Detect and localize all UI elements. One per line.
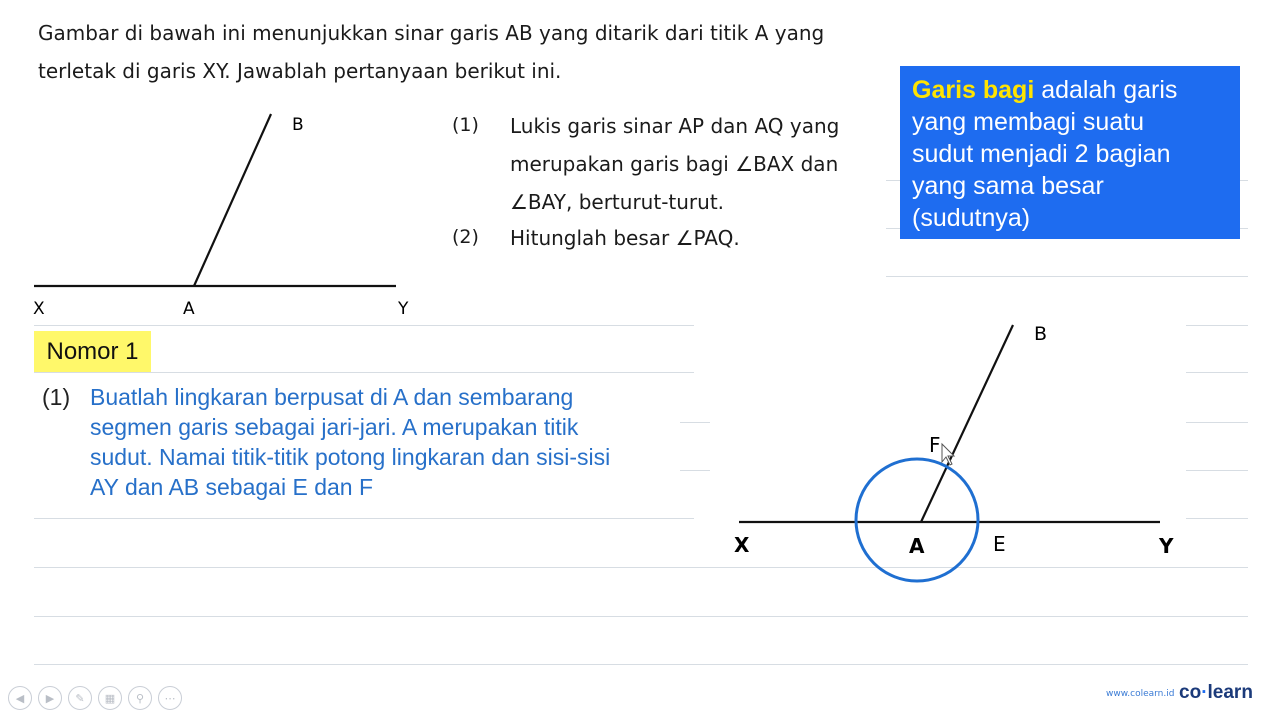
label-b: B [292,115,304,135]
brand-logo [1179,682,1253,704]
label-x-bottom: X [734,533,750,557]
task-line: merupakan garis bagi ∠BAX dan [510,152,839,176]
label-a: A [183,299,195,319]
definition-line: (sudutnya) [912,204,1031,232]
task-line: Hitunglah besar ∠PAQ. [510,226,740,250]
brand-text-right: learn [1207,682,1253,703]
answer-line: sudut. Namai titik-titik potong lingkaran dan sisi-sisi [90,444,611,470]
label-b-bottom: B [1034,323,1048,345]
presentation-toolbar [8,686,182,710]
brand-dot: · [1201,682,1208,703]
label-y-bottom: Y [1159,534,1174,558]
definition-line: adalah garis [1034,76,1178,104]
grid-icon[interactable]: ▦ [98,686,122,710]
label-x: X [33,299,45,319]
definition-line: sudut menjadi 2 bagian [912,140,1171,168]
label-y: Y [398,299,409,319]
next-icon[interactable]: ▶ [38,686,62,710]
top-figure [33,114,409,319]
site-url: www.colearn.id [1106,689,1175,699]
definition-term: Garis bagi [912,76,1035,104]
answer-line: Buatlah lingkaran berpusat di A dan sembarang [90,384,574,410]
task-number: (2) [452,226,479,248]
label-e: E [993,532,1006,556]
definition-line: yang membagi suatu [912,108,1145,136]
nomor-label: Nomor 1 [34,331,151,372]
task-line: ∠BAY, berturut-turut. [510,190,725,214]
answer-number: (1) [42,384,71,410]
definition-box [900,66,1240,239]
answer-line: segmen garis sebagai jari-jari. A merupakan titik [90,414,579,440]
brand-text-left: co [1179,682,1202,703]
answer-line: AY dan AB sebagai E dan F [90,474,374,500]
bottom-figure [734,323,1174,581]
prev-icon[interactable]: ◀ [8,686,32,710]
zoom-icon[interactable]: ⚲ [128,686,152,710]
task-number: (1) [452,114,479,136]
ray-ab [194,114,271,286]
label-f: F [929,433,941,457]
question-line-2: terletak di garis XY. Jawablah pertanyaan berikut ini. [38,59,562,83]
compass-circle [856,459,978,581]
task-line: Lukis garis sinar AP dan AQ yang [510,114,840,138]
ray-ab-bottom [921,325,1013,522]
more-icon[interactable]: ⋯ [158,686,182,710]
label-a-bottom: A [909,534,925,558]
definition-line: yang sama besar [912,172,1104,200]
mouse-cursor-icon [942,444,954,465]
pen-icon[interactable]: ✎ [68,686,92,710]
question-line-1: Gambar di bawah ini menunjukkan sinar garis AB yang ditarik dari titik A yang [38,21,825,45]
